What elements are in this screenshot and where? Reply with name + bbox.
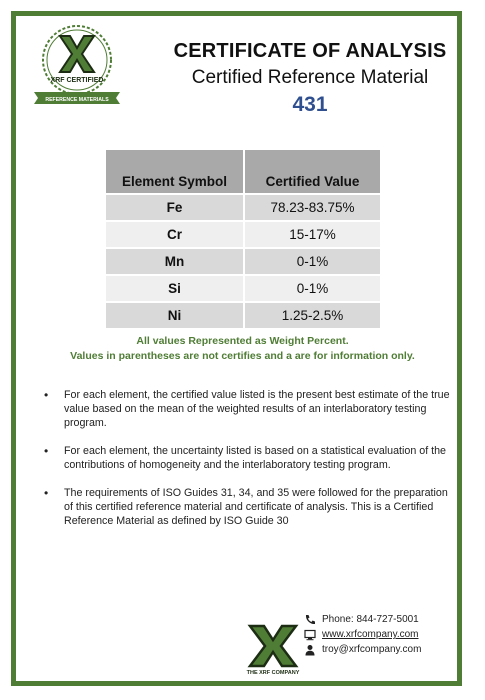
table-row bbox=[106, 276, 380, 301]
bullet-icon: • bbox=[44, 486, 49, 500]
certified-value-cell: 0-1% bbox=[245, 276, 380, 301]
website-link[interactable]: www.xrfcompany.com bbox=[322, 629, 419, 640]
website-row bbox=[304, 627, 421, 642]
note-line-1: All values Represented as Weight Percent. bbox=[136, 335, 349, 347]
note-line-2: Values in parentheses are not certifies and a are for information only. bbox=[70, 350, 415, 362]
element-symbol-cell: Fe bbox=[106, 195, 245, 220]
certified-value-cell: 0-1% bbox=[245, 249, 380, 274]
certified-value-cell: 78.23-83.75% bbox=[245, 195, 380, 220]
bullet-text: The requirements of ISO Guides 31, 34, and 35 were followed for the preparation of this certified reference material and certificate of analysis. This is a Certified Reference Material as defined by ISO Guide 30 bbox=[64, 487, 448, 527]
logo-caption: THE XRF COMPANY bbox=[246, 670, 300, 676]
bullet-icon: • bbox=[44, 444, 49, 458]
element-symbol-cell: Cr bbox=[106, 222, 245, 247]
element-symbol-cell: Mn bbox=[106, 249, 245, 274]
email-address[interactable]: troy@xrfcompany.com bbox=[322, 644, 422, 655]
certified-value-cell: 1.25-2.5% bbox=[245, 303, 380, 328]
bullet-text: For each element, the certified value listed is the present best estimate of the true value based on the mean of the weighted results of an interlaboratory testing program. bbox=[64, 389, 450, 429]
column-header-element-symbol: Element Symbol bbox=[106, 150, 245, 193]
xrf-certified-logo bbox=[30, 22, 124, 108]
header bbox=[150, 40, 470, 117]
list-item bbox=[44, 388, 454, 430]
email-row bbox=[304, 642, 421, 657]
weight-percent-note bbox=[30, 334, 455, 364]
bullet-icon: • bbox=[44, 388, 49, 402]
element-symbol-cell: Si bbox=[106, 276, 245, 301]
table-row bbox=[106, 222, 380, 247]
xrf-company-logo bbox=[244, 624, 302, 676]
list-item bbox=[44, 486, 454, 528]
table-row bbox=[106, 249, 380, 274]
bullet-text: For each element, the uncertainty listed is based on a statistical evaluation of the contributions of homogeneity and the interlaboratory testing program. bbox=[64, 445, 446, 471]
page-subtitle: Certified Reference Material bbox=[191, 67, 429, 88]
certified-value-cell: 15-17% bbox=[245, 222, 380, 247]
material-number: 431 bbox=[292, 93, 328, 116]
phone-number: Phone: 844-727-5001 bbox=[322, 614, 419, 625]
table-row bbox=[106, 195, 380, 220]
page-title: CERTIFICATE OF ANALYSIS bbox=[173, 40, 447, 62]
table-row bbox=[106, 303, 380, 328]
contact-info bbox=[304, 612, 421, 657]
phone-row bbox=[304, 612, 421, 627]
bullet-list bbox=[44, 388, 454, 542]
phone-icon bbox=[304, 614, 316, 626]
list-item bbox=[44, 444, 454, 472]
person-icon bbox=[304, 644, 316, 656]
table-header-row bbox=[106, 150, 380, 193]
computer-icon bbox=[304, 629, 316, 641]
element-symbol-cell: Ni bbox=[106, 303, 245, 328]
column-header-certified-value: Certified Value bbox=[245, 150, 380, 193]
analysis-table bbox=[106, 148, 380, 330]
logo-ribbon-text: REFERENCE MATERIALS bbox=[45, 97, 109, 103]
logo-badge-text: XRF CERTIFIED bbox=[50, 77, 104, 84]
